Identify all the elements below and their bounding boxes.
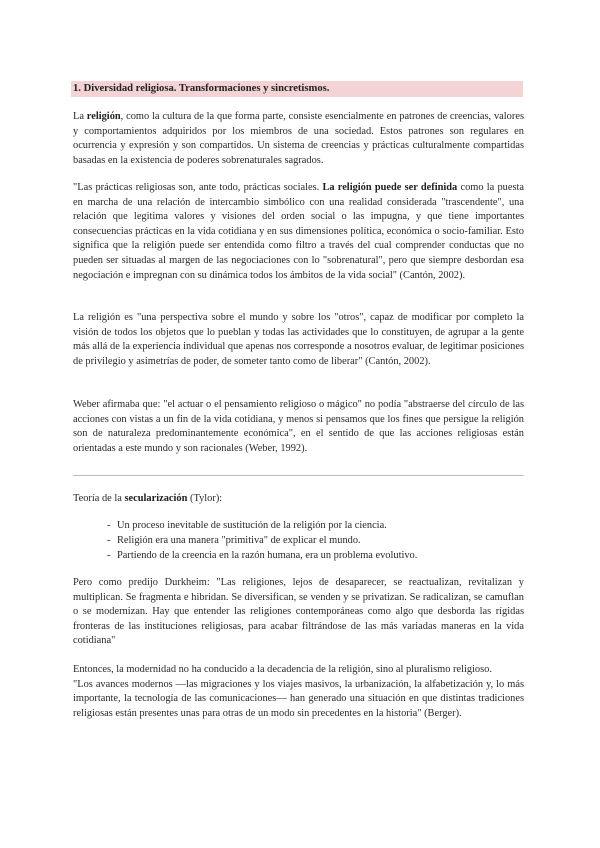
paragraph-durkheim: Pero como predijo Durkheim: "Las religiones, lejos de desaparecer, se reactualizan, revitalizan y multiplican. Se fragmenta e hibridan. Se diversifican, se venden y se privatizan. Se radicalizan, se camuflan o se modernizan. Hay que entender las religiones contemporáneas como algo que desborda las rígidas fronteras de las instituciones religiosas, para acabar filtrándose de las más variadas maneras en la vida cotidiana" <box>73 577 524 647</box>
paragraph-text: (Tylor): <box>187 493 223 504</box>
section-heading: 1. Diversidad religiosa. Transformaciones y sincretismos. <box>71 81 523 97</box>
bold-term-religion: religión <box>86 111 121 122</box>
paragraph-text: Teoría de la <box>73 493 125 504</box>
list-item-text: Un proceso inevitable de sustitución de la religión por la ciencia. <box>117 520 387 531</box>
paragraph-religious-practices <box>73 181 524 283</box>
paragraph-text: "Los avances modernos —las migraciones y los viajes masivos, la urbanización, la alfabetización y, lo más importante, la tecnología de las comunicaciones— han generado una situación en que distintas tradiciones religiosas están presentes unas para otras de un modo sin precedentes en la historia" (Berger). <box>73 678 524 719</box>
paragraph-secularization-theory <box>73 492 524 507</box>
list-item <box>73 533 524 548</box>
horizontal-divider <box>73 475 524 476</box>
paragraph-text: La <box>73 111 87 122</box>
bold-term-definition: La religión puede ser definida <box>322 182 458 193</box>
list-dash: - <box>107 520 111 531</box>
paragraph-text: "Las prácticas religiosas son, ante todo, prácticas sociales. <box>73 182 323 193</box>
list-item-text: Partiendo de la creencia en la razón humana, era un problema evolutivo. <box>117 550 418 561</box>
paragraph-religious-pluralism <box>73 663 524 721</box>
list-dash: - <box>107 550 111 561</box>
secularization-list <box>73 518 524 563</box>
paragraph-text: como la puesta en marcha de una relación de intercambio simbólico con una realidad considerada "trascendente", una relación que legitima valores y visiones del orden social o las impugna, y que tiene importantes consecuencias prácticas en la vida cotidiana y en sus dimensiones política, económica o socio-familiar. Esto significa que la religión puede ser entendida como filtro a través del cual comprender conductas que no pueden ser situadas al margen de las negociaciones con lo "sobrenatural", pero que siempre desbordan esa negociación e impregnan con su dinámica todos los ámbitos de la vida social" (Cantón, 2002). <box>73 182 525 281</box>
paragraph-weber: Weber afirmaba que: "el actuar o el pensamiento religioso o mágico" no podía "abstraerse del círculo de las acciones con vistas a un fin de la vida cotidiana, y menos si pensamos que los fines que persigue la religión son de naturaleza predominantemente económica", en el sentido de que las acciones religiosas están orientadas a este mundo y son racionales (Weber, 1992). <box>73 399 524 454</box>
paragraph-religion-perspective: La religión es "una perspectiva sobre el mundo y sobre los "otros", capaz de modificar por completo la visión de todos los objetos que lo pueblan y todas las actividades que lo constituyen, de agrupar a la gente más allá de la experiencia individual que apenas nos corresponde a nosotros evaluar, de legitimar posiciones de privilegio y asimetrías de poder, de someter tanto como de liberar" (Cantón, 2002). <box>73 312 524 367</box>
paragraph-text: , como la cultura de la que forma parte, consiste esencialmente en patrones de creencias, valores y comportamientos adquiridos por los miembros de una sociedad. Estos patrones son regulares en ocurrencia y expresión y son compartidos. Un sistema de creencias y prácticas culturalmente compartidas basadas en la existencia de poderes sobrenaturales sagrados. <box>73 111 524 166</box>
list-item-text: Religión era una manera "primitiva" de explicar el mundo. <box>117 535 361 546</box>
paragraph-religion-definition <box>73 110 524 168</box>
bold-term-secularization: secularización <box>124 493 188 504</box>
list-item <box>73 518 524 533</box>
list-dash: - <box>107 535 111 546</box>
list-item <box>73 548 524 563</box>
paragraph-text: Entonces, la modernidad no ha conducido a la decadencia de la religión, sino al pluralismo religioso. <box>73 664 492 675</box>
